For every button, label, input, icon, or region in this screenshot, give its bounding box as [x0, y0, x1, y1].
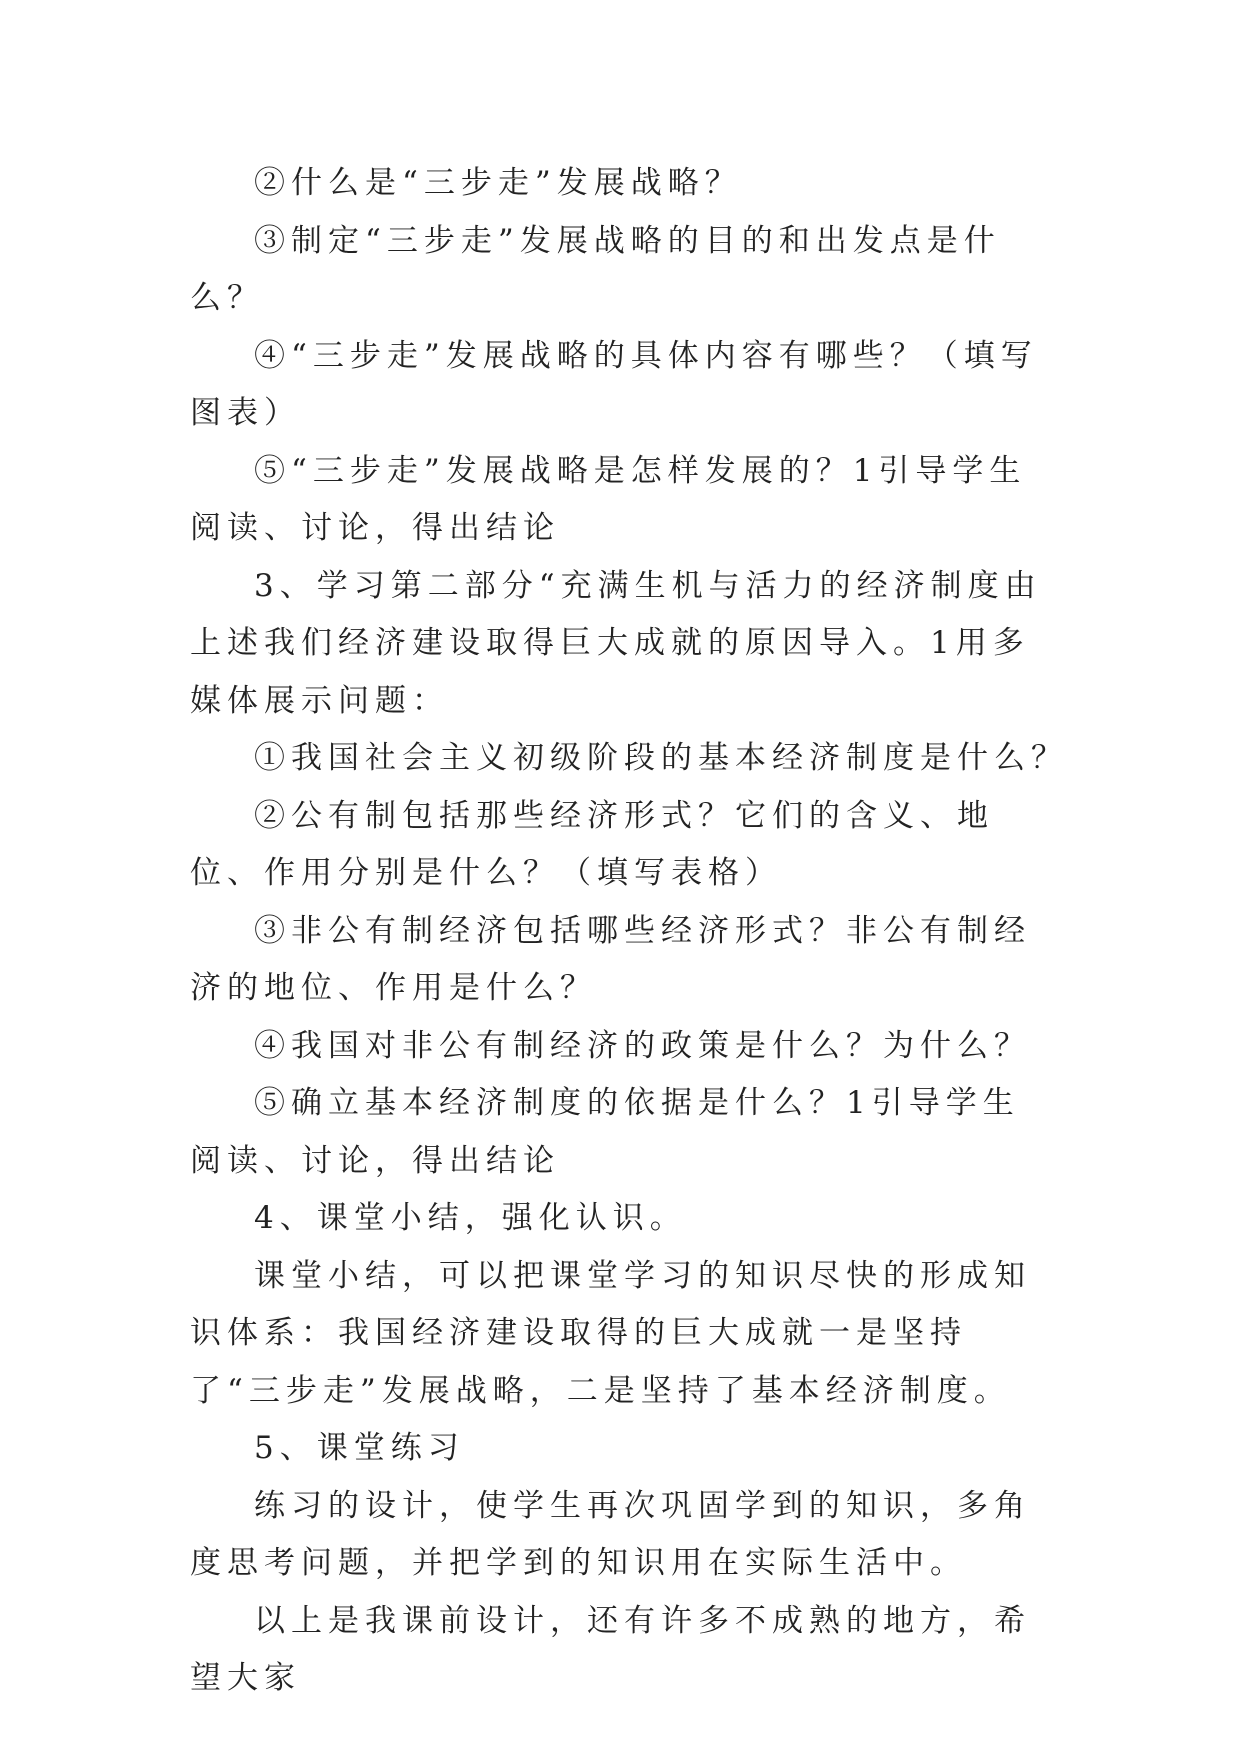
paragraph-step-5: 5、课堂练习	[254, 1430, 465, 1466]
paragraph-question-2: ②什么是“三步走”发展战略？	[254, 165, 742, 201]
paragraph-question-5: ⑤“三步走”发展战略是怎样发展的？1引导学生阅读、讨论，得出结论	[190, 452, 1027, 546]
paragraph-economy-question-4: ④我国对非公有制经济的政策是什么？为什么？	[254, 1027, 1031, 1064]
paragraph-closing: 以上是我课前设计，还有许多不成熟的地方，希望大家	[190, 1602, 1031, 1696]
paragraph-economy-question-2: ②公有制包括那些经济形式？它们的含义、地位、作用分别是什么？（填写表格）	[190, 797, 994, 891]
paragraph-question-4: ④“三步走”发展战略的具体内容有哪些？（填写图表）	[190, 337, 1038, 431]
paragraph-economy-question-5: ⑤确立基本经济制度的依据是什么？1引导学生阅读、讨论，得出结论	[190, 1085, 1020, 1179]
paragraph-summary: 课堂小结，可以把课堂学习的知识尽快的形成知识体系：我国经济建设取得的巨大成就一是坚持了“三步走”发展战略，二是坚持了基本经济制度。	[190, 1257, 1031, 1409]
paragraph-step-3: 3、学习第二部分“充满生机与活力的经济制度由上述我们经济建设取得巨大成就的原因导入。1用多媒体展示问题：	[190, 567, 1042, 719]
paragraph-economy-question-1: ①我国社会主义初级阶段的基本经济制度是什么？	[254, 740, 1068, 776]
paragraph-step-4: 4、课堂小结，强化认识。	[254, 1200, 687, 1236]
paragraph-question-3: ③制定“三步走”发展战略的目的和出发点是什么？	[190, 222, 1001, 316]
document-body	[190, 155, 1070, 1708]
paragraph-exercise: 练习的设计，使学生再次巩固学到的知识，多角度思考问题，并把学到的知识用在实际生活中。	[190, 1487, 1031, 1581]
paragraph-economy-question-3: ③非公有制经济包括哪些经济形式？非公有制经济的地位、作用是什么？	[190, 912, 1031, 1006]
